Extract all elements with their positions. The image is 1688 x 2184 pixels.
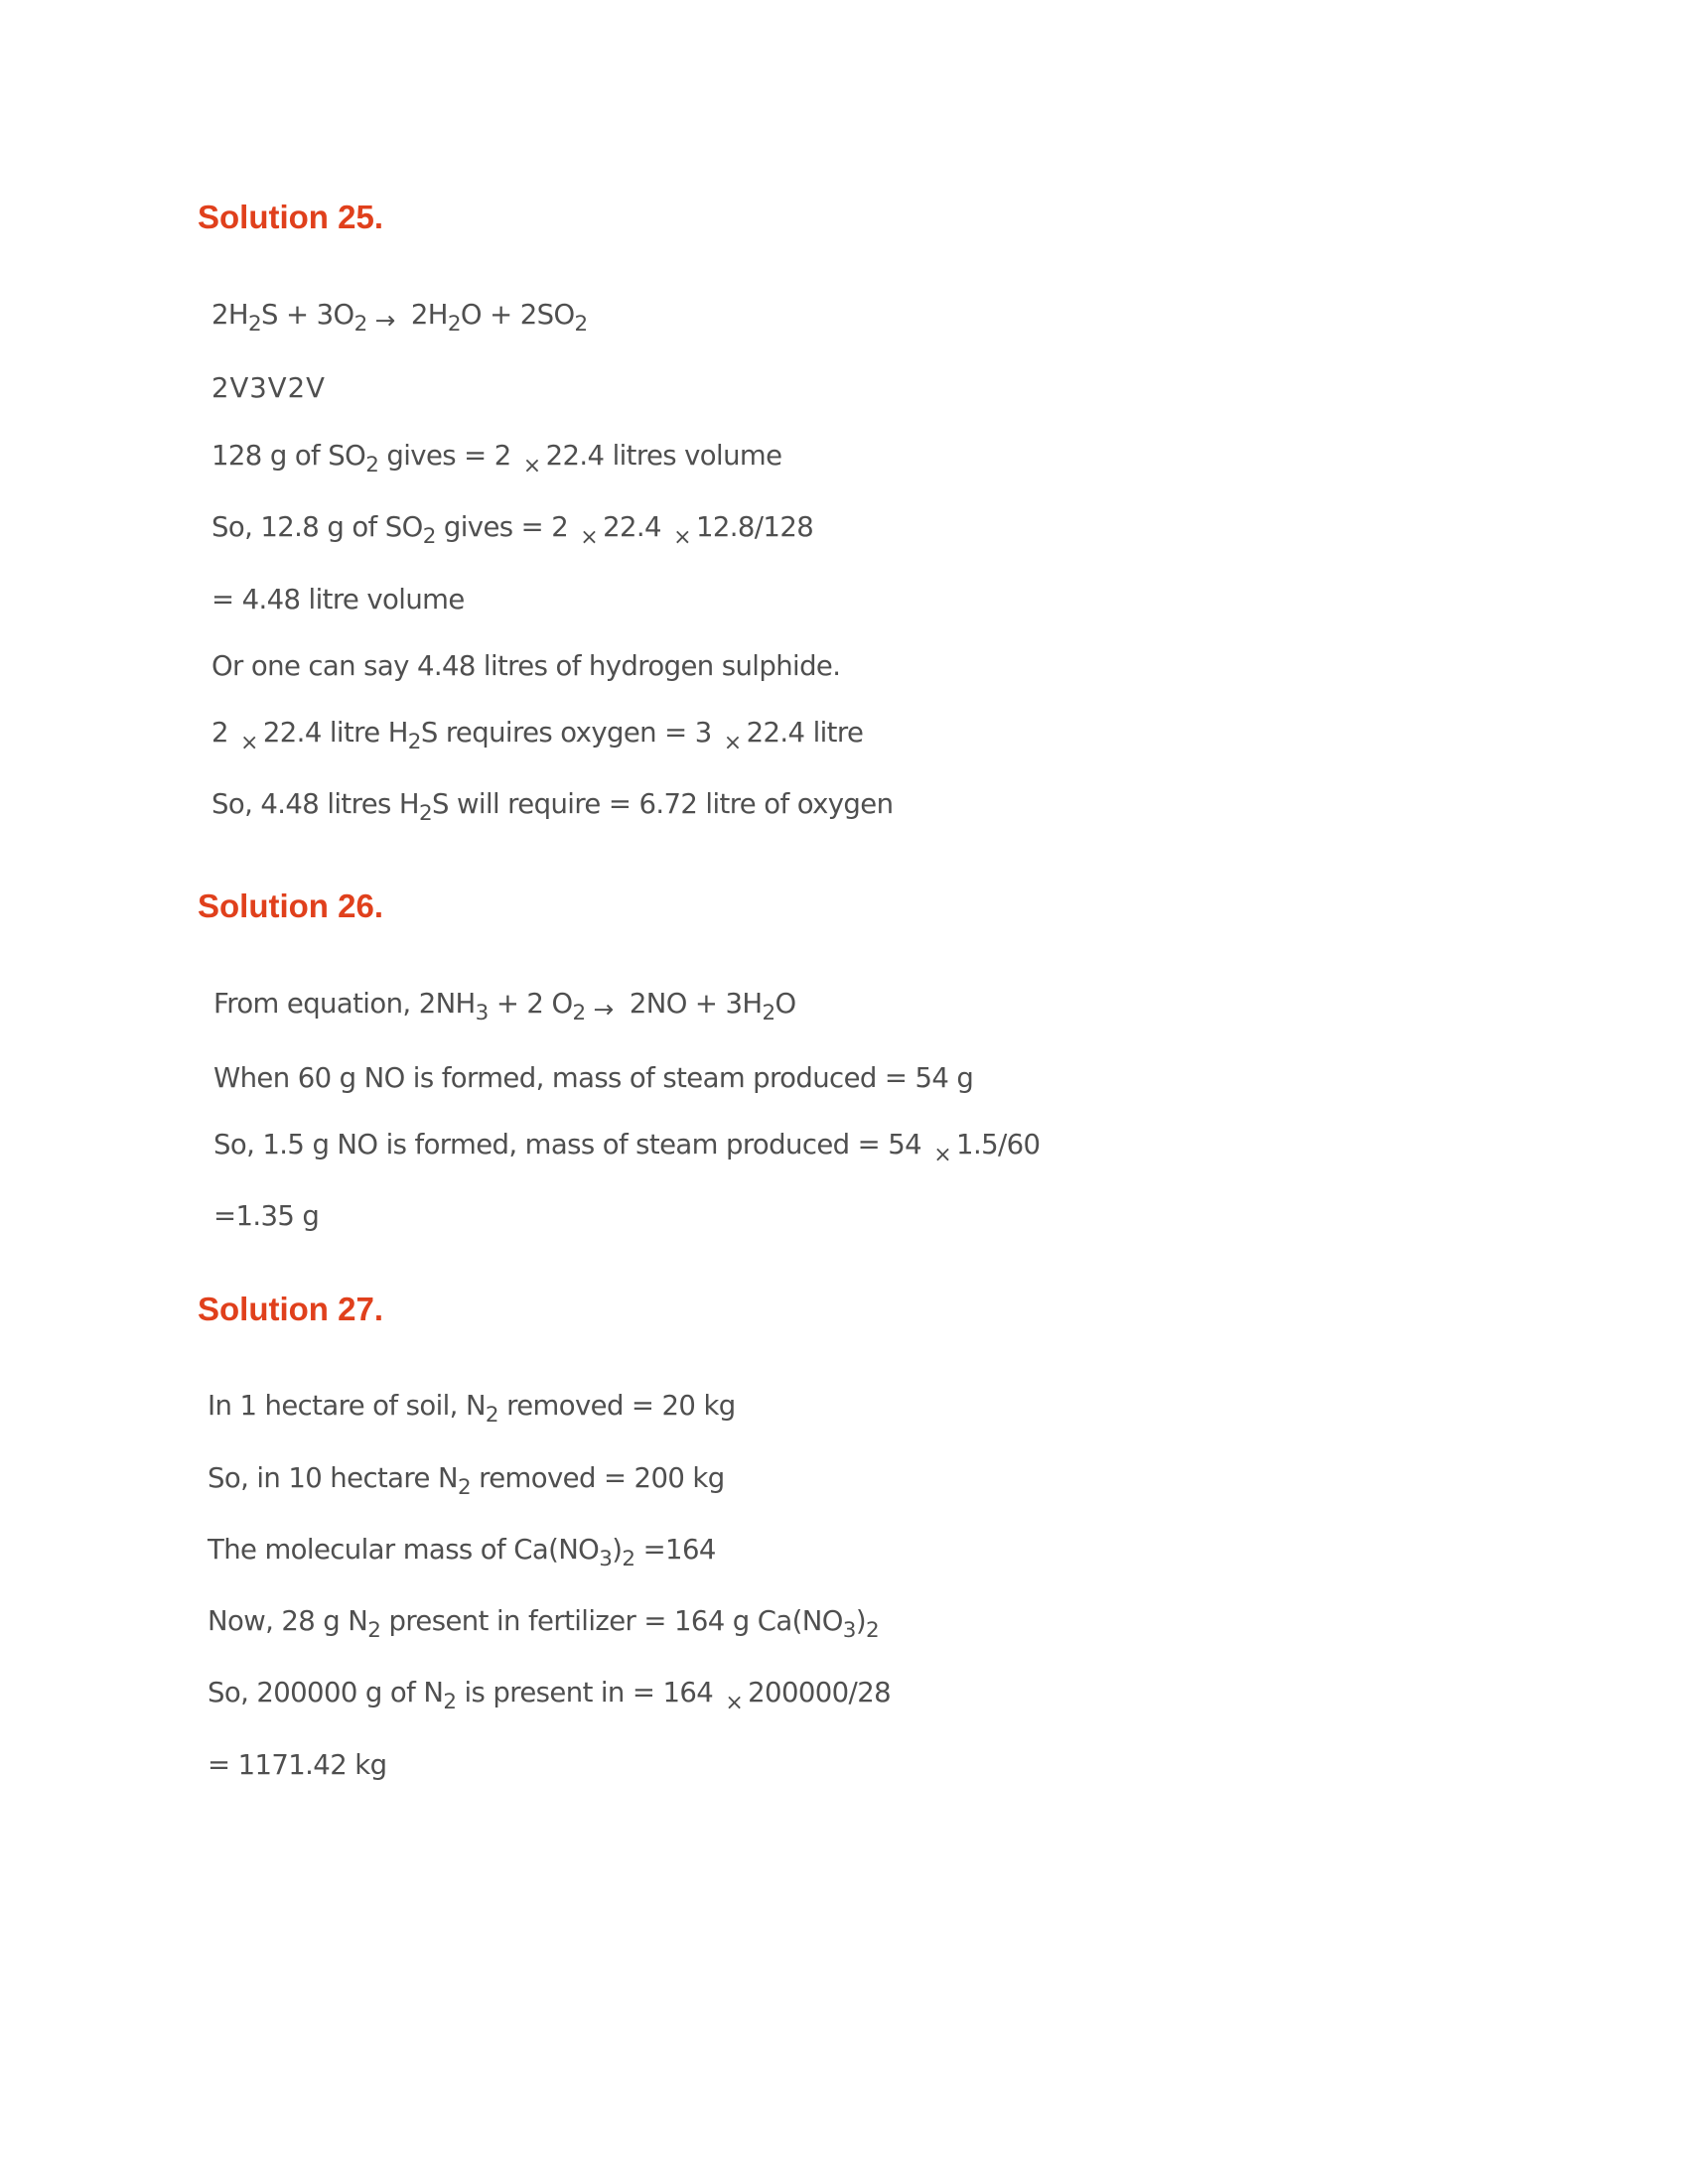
solution-line: The molecular mass of $Ca(NO_3)_2 =164$ <box>208 1534 716 1571</box>
arrow-icon: → <box>374 305 395 335</box>
multiply-icon: × <box>673 525 691 551</box>
solution-line: So, 1.5 g NO is formed, mass of steam produced = 54 $_\times$ 1.5/60 <box>213 1129 1041 1168</box>
solution-line: 128 g of $SO_2$ gives = 2 $_\times$ 22.4 litres volume <box>211 440 782 479</box>
solution-line: So, 4.48 litres $H_2S$ will require = 6.72 litre of oxygen <box>211 788 894 826</box>
solution-27-heading: Solution 27. <box>198 1291 384 1327</box>
solution-line: = 1171.42 kg <box>208 1749 387 1781</box>
solution-line: In 1 hectare of soil, $N_2$ removed = 20 kg <box>208 1390 736 1428</box>
multiply-icon: × <box>522 454 541 479</box>
multiply-icon: × <box>725 1691 744 1716</box>
solution-25-heading: Solution 25. <box>198 199 384 235</box>
multiply-icon: × <box>580 525 599 551</box>
solution-line: So, 200000 g of $N_2$ is present in = 164 $_\times$ 200000/28 <box>208 1677 891 1716</box>
solution-line: =1.35 g <box>213 1200 320 1232</box>
solution-line: When 60 g NO is formed, mass of steam produced = 54 g <box>213 1062 974 1094</box>
multiply-icon: × <box>723 731 742 756</box>
solution-line: = 4.48 litre volume <box>211 584 465 615</box>
multiply-icon: × <box>240 731 258 756</box>
arrow-icon: → <box>593 994 614 1024</box>
solution-line: So, in 10 hectare $N_2$ removed = 200 kg <box>208 1462 725 1500</box>
solution-26-heading: Solution 26. <box>198 887 384 924</box>
equation-line: $2H_2S + 3O_2 \to 2H_2O + 2SO_2$ <box>211 299 588 337</box>
volume-ratio-line: 2V3V2V <box>211 372 326 404</box>
solution-line: Now, 28 g $N_2$ present in fertilizer = 164 g $Ca(NO_3)_2$ <box>208 1605 880 1643</box>
equation-line: From equation, $2NH_3 + 2$ $O_2 \to 2NO + 3H_2O$ <box>213 988 796 1025</box>
multiply-icon: × <box>933 1143 952 1168</box>
solution-line: So, 12.8 g of $SO_2$ gives = 2 $_\times$ 22.4 $_\times$ 12.8/128 <box>211 511 814 551</box>
solution-line: Or one can say 4.48 litres of hydrogen sulphide. <box>211 650 841 682</box>
solution-line: 2 $_\times$ 22.4 litre $H_2S$ requires oxygen = 3 $_\times$ 22.4 litre <box>211 717 864 756</box>
